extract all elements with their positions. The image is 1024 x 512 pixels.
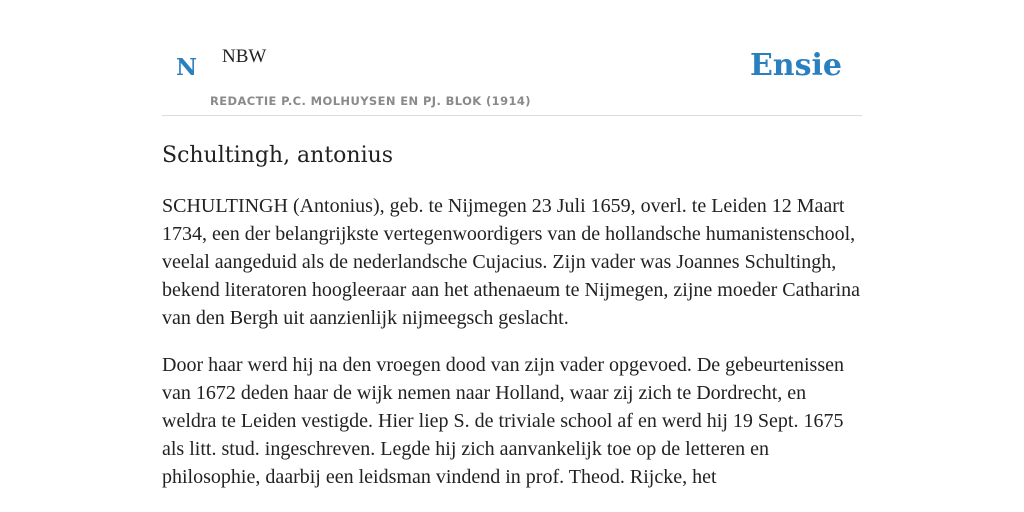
source-header <box>162 0 862 116</box>
article-body <box>162 192 862 491</box>
source-name-link[interactable]: NBW <box>222 46 267 67</box>
article-page <box>162 0 862 491</box>
source-logo[interactable]: N <box>176 54 198 81</box>
article-title: Schultingh, antonius <box>162 143 394 168</box>
article-paragraph: SCHULTINGH (Antonius), geb. te Nijmegen 23 Juli 1659, overl. te Leiden 12 Maart 1734, een der belangrijkste vertegenwoordigers van de hollandsche humanistenschool, veelal aangeduid als de nederlandsche Cujacius. Zijn vader was Joannes Schultingh, bekend literatoren hoogleeraar aan het athenaeum te Nijmegen, zijne moeder Catharina van den Bergh uit aanzienlijk nijmeegsch geslacht. <box>162 195 861 329</box>
article-paragraph: Door haar werd hij na den vroegen dood van zijn vader opgevoed. De gebeurtenissen van 1672 deden haar de wijk nemen naar Holland, waar zij zich te Dordrecht, en weldra te Leiden vestigde. Hier liep S. de triviale school af en werd hij 19 Sept. 1675 als litt. stud. ingeschreven. Legde hij zich aanvankelijk toe op de letteren en philosophie, daarbij een leidsman vindend in prof. Theod. Rijcke, het <box>162 354 844 488</box>
source-subtitle: REDACTIE P.C. MOLHUYSEN EN PJ. BLOK (1914) <box>210 94 531 108</box>
ensie-logo-link[interactable]: Ensie <box>749 48 842 83</box>
